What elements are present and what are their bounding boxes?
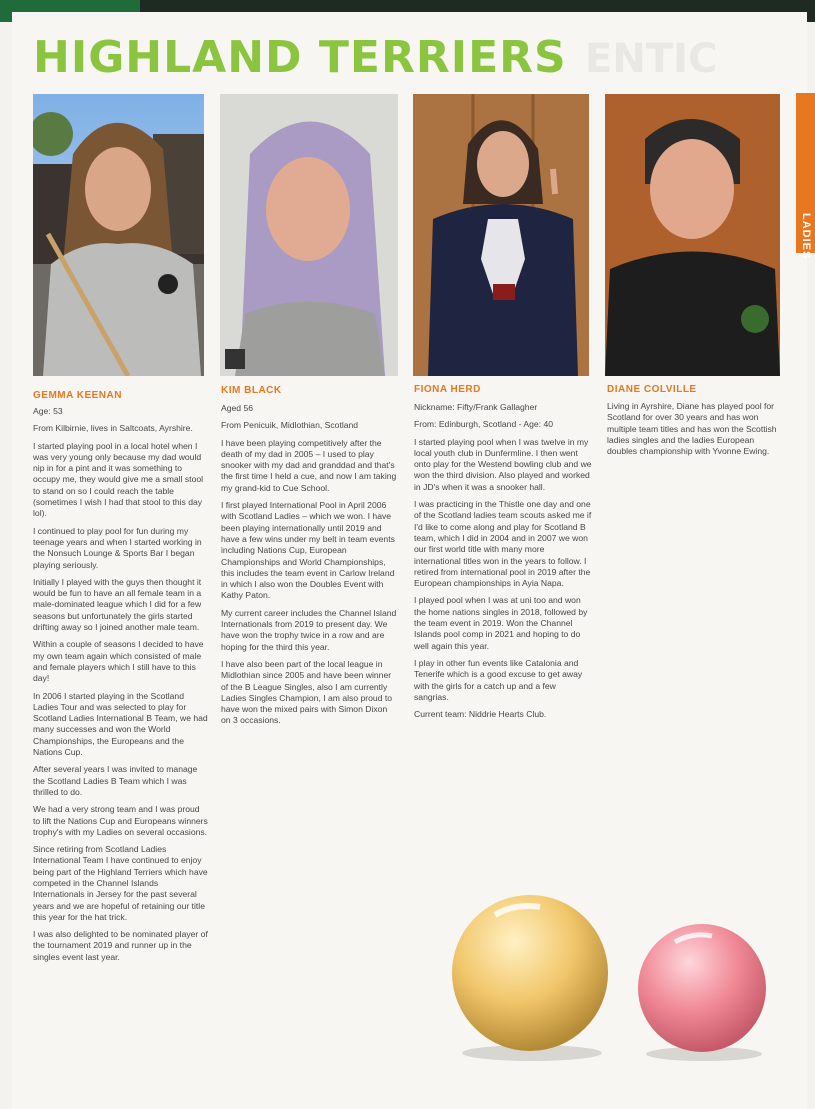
bio-paragraph: Since retiring from Scotland Ladies International Team I have continued to enjoy being part of the Highland Terriers which have competed in the Channel Islands Internationals in Jersey for the past several years and we are hopeful of retaining our title this year for the hat trick.	[33, 844, 208, 922]
bio-gemma	[33, 406, 208, 969]
bio-paragraph: Within a couple of seasons I decided to have my own team again which consisted of male and female players which I still have to this day!	[33, 639, 204, 684]
bio-paragraph: I was practicing in the Thistle one day and one of the Scotland ladies team scouts asked me if I'd like to come along and play for Scotland B team, which I did in 2004 and in 2007 we won our first world title with many more international titles won in the years to follow. I retired from international pool in 2019 after the European championships in Ayia Napa.	[414, 499, 592, 589]
bio-paragraph: I have been playing competitively after the death of my dad in 2005 – I used to play snooker with my dad and granddad and that's the first time I held a cue, and now I am taking my grand-kid to Cue School.	[221, 437, 397, 493]
bio-paragraph: Age: 53	[33, 406, 63, 416]
bio-paragraph: From Penicuik, Midlothian, Scotland	[221, 420, 359, 431]
bio-paragraph: I started playing pool when I was twelve in my local youth club in Dunfermline. I then went onto play for the Westend bowling club and we won the third division. Also played and worked in JD's when it was a snooker hall.	[414, 436, 592, 492]
bio-paragraph: From Kilbirnie, lives in Saltcoats, Ayrshire.	[33, 423, 193, 434]
photo-fiona-herd	[413, 94, 589, 376]
bio-paragraph: From: Edinburgh, Scotland - Age: 40	[414, 419, 554, 430]
bio-paragraph: I started playing pool in a local hotel when I was very young only because my dad would nip in for a pint and it was something to occupy me, they would give me a small stool to stand on so I could reach the table (sometimes I wish I had that stool to this day lol).	[33, 440, 204, 519]
bio-paragraph: I have also been part of the local league in Midlothian since 2005 and have been winner of the B League Singles, also I am currently Ladies Singles Champion, I am also proud to have won the mixed pairs with Simon Dixon on 3 occasions.	[221, 658, 393, 726]
bio-paragraph: Aged 56	[221, 403, 254, 413]
bio-diane	[607, 401, 781, 463]
photo-diane-colville	[605, 94, 780, 376]
bio-paragraph: Living in Ayrshire, Diane has played pool for Scotland for over 30 years and has won multiple team titles and has won the Scottish ladies singles and the ladies European doubles championship with Yvonne Ewing.	[607, 401, 777, 457]
photo-kim-black	[220, 94, 398, 376]
bio-paragraph: In 2006 I started playing in the Scotland Ladies Tour and was selected to play for Scotland Ladies International B Team, we had many successes and won the World Championships, the Europeans and the Nations Cup.	[33, 690, 208, 758]
bio-paragraph: I played pool when I was at uni too and won the home nations singles in 2018, followed by the team event in 2019. Won the Channel Islands pool comp in 2021 and hoping to do well again this year.	[414, 595, 588, 651]
bio-paragraph: Current team: Niddrie Hearts Club.	[414, 709, 547, 720]
bio-paragraph: I was also delighted to be nominated player of the tournament 2019 and runner up in the singles event last year.	[33, 929, 208, 962]
player-name-diane: DIANE COLVILLE	[607, 384, 697, 395]
bio-paragraph: After several years I was invited to manage the Scotland Ladies B Team which I was thrilled to do.	[33, 764, 198, 797]
bio-paragraph: We had a very strong team and I was proud to lift the Nations Cup and Europeans winners trophy's with my Ladies on several occasions.	[33, 804, 208, 837]
bio-paragraph: I play in other fun events like Catalonia and Tenerife which is a good excuse to get away with the girls for a catch up and a few sangrias.	[414, 657, 583, 702]
bio-fiona	[414, 402, 592, 726]
bio-paragraph: Initially I played with the guys then thought it would be fun to have an all female team in a male-dominated league which I did for a few seasons but unfortunately the girls started drifting away so I joined another male team.	[33, 576, 202, 633]
player-name-gemma: GEMMA KEENAN	[33, 390, 122, 401]
bio-paragraph: My current career includes the Channel Island Internationals from 2019 to present day. We have won the trophy twice in a row and are hoping for the third this year.	[221, 607, 397, 652]
player-name-kim: KIM BLACK	[221, 385, 282, 396]
bio-paragraph: I continued to play pool for fun during my teenage years and when I started working in the Nonsuch Lounge & Sports Bar I began playing seriously.	[33, 525, 202, 570]
ghost-heading: ENTIC	[585, 36, 718, 82]
yellow-pool-ball-image	[440, 885, 620, 1070]
pink-pool-ball-image	[630, 918, 775, 1068]
page-title: HIGHLAND TERRIERS	[33, 32, 567, 83]
bio-paragraph: Nickname: Fifty/Frank Gallagher	[414, 402, 538, 412]
section-tab: LADIES	[796, 93, 815, 253]
bio-paragraph: I first played International Pool in April 2006 with Scotland Ladies – which we won. I have been playing internationally until 2019 and have a few wins under my belt in team events including Nations Cup, European Championships and World Championships, this includes the team event in Carlow Ireland in which I also won the Doubles Event with Kathy Paton.	[221, 500, 395, 601]
player-name-fiona: FIONA HERD	[414, 384, 481, 395]
photo-gemma-keenan	[33, 94, 204, 376]
bio-kim	[221, 403, 397, 733]
